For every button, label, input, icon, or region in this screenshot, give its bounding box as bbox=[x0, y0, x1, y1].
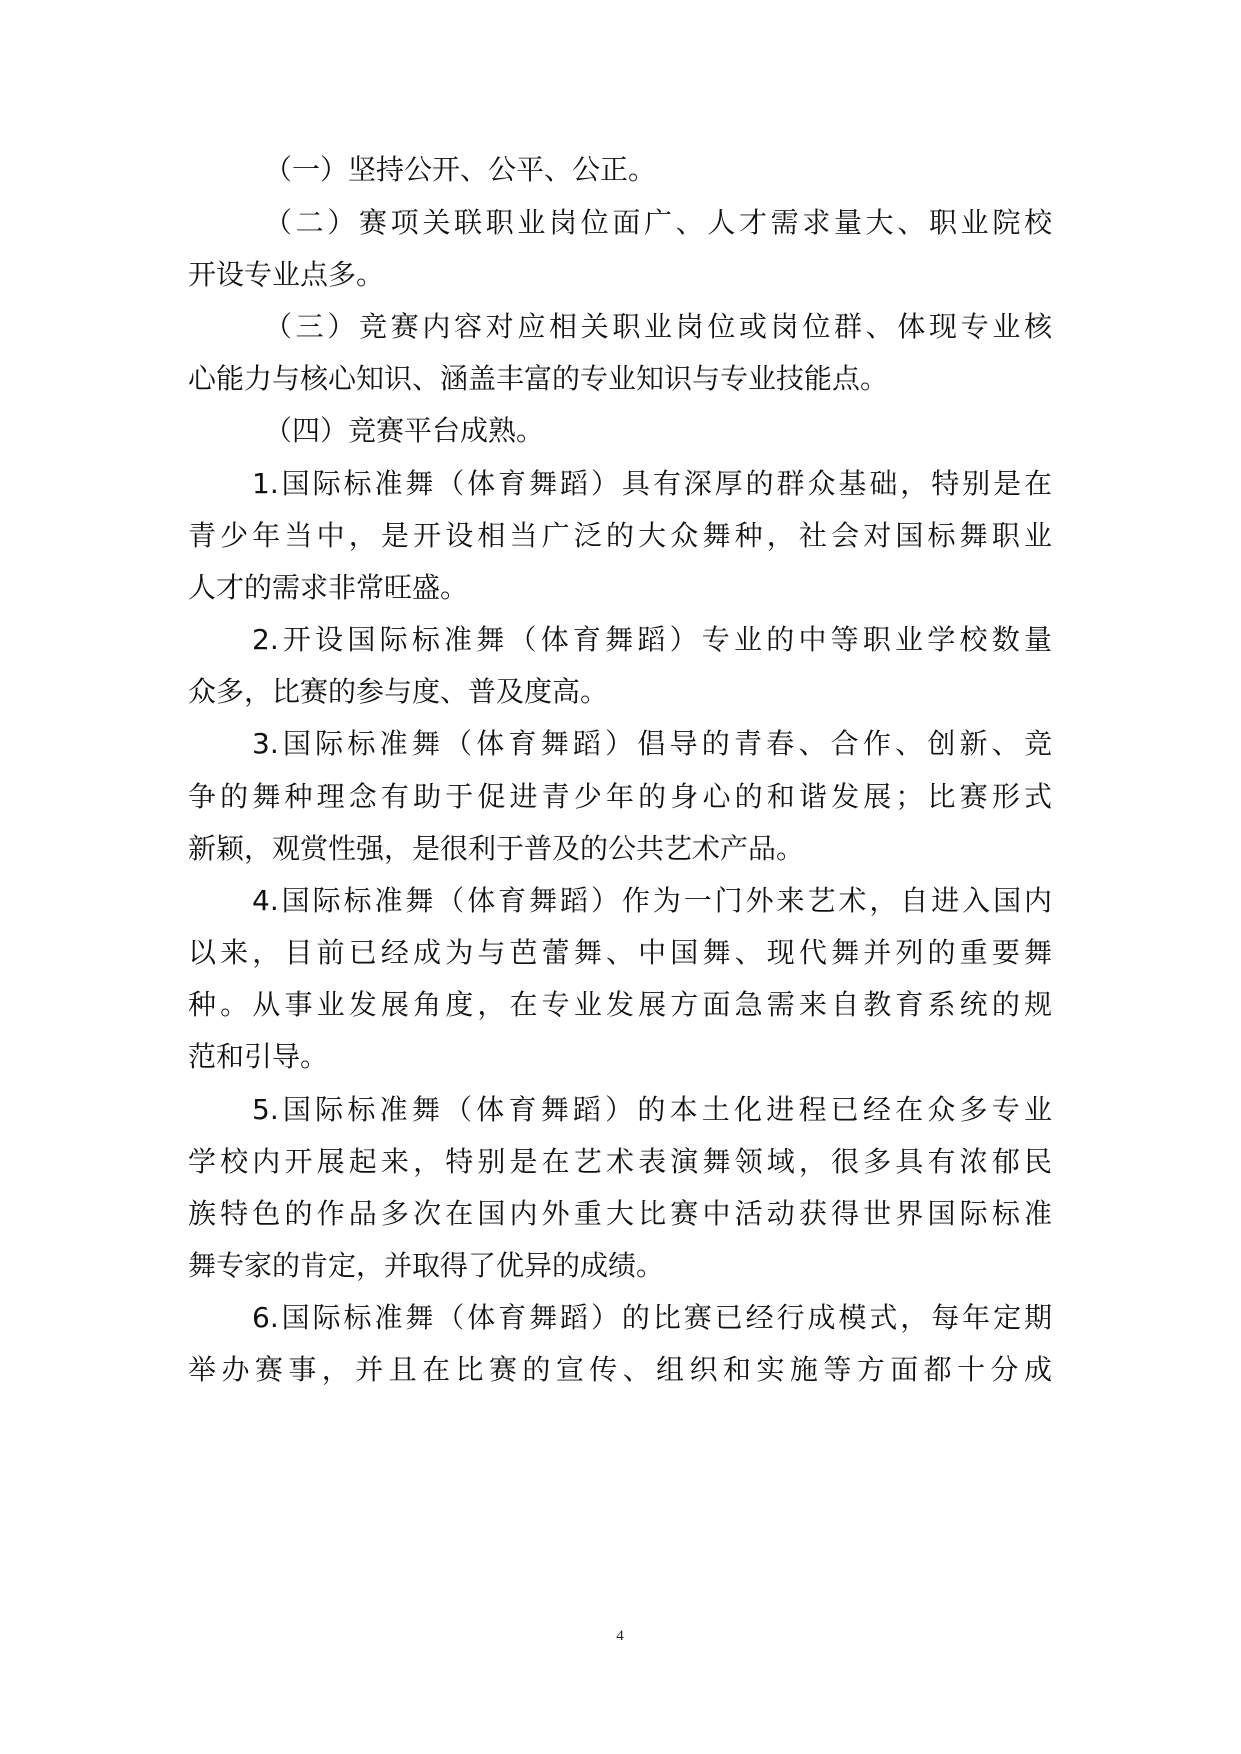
paragraph-9-line-1: 5.国际标准舞（体育舞蹈）的本土化进程已经在众多专业 bbox=[252, 1093, 1052, 1126]
paragraph-8-line-4: 范和引导。 bbox=[188, 1040, 329, 1073]
paragraph-5-line-2: 青少年当中，是开设相当广泛的大众舞种，社会对国标舞职业 bbox=[188, 519, 1052, 552]
paragraph-10-line-2: 举办赛事，并且在比赛的宣传、组织和实施等方面都十分成 bbox=[188, 1353, 1052, 1386]
paragraph-3-line-1: （三）竞赛内容对应相关职业岗位或岗位群、体现专业核 bbox=[264, 310, 1052, 343]
paragraph-7-line-2: 争的舞种理念有助于促进青少年的身心的和谐发展；比赛形式 bbox=[188, 780, 1052, 813]
paragraph-1-line-1: （一）坚持公开、公平、公正。 bbox=[264, 153, 657, 186]
paragraph-10-line-1: 6.国际标准舞（体育舞蹈）的比赛已经行成模式，每年定期 bbox=[252, 1301, 1052, 1334]
paragraph-5-line-1: 1.国际标准舞（体育舞蹈）具有深厚的群众基础，特别是在 bbox=[252, 467, 1052, 500]
paragraph-2-line-1: （二）赛项关联职业岗位面广、人才需求量大、职业院校 bbox=[264, 206, 1052, 239]
paragraph-5-line-3: 人才的需求非常旺盛。 bbox=[188, 571, 469, 604]
paragraph-7-line-3: 新颖，观赏性强，是很利于普及的公共艺术产品。 bbox=[188, 832, 805, 865]
page-number: 4 bbox=[616, 1628, 624, 1644]
paragraph-8-line-3: 种。从事业发展角度，在专业发展方面急需来自教育系统的规 bbox=[188, 988, 1052, 1021]
paragraph-6-line-2: 众多，比赛的参与度、普及度高。 bbox=[188, 675, 609, 708]
paragraph-8-line-1: 4.国际标准舞（体育舞蹈）作为一门外来艺术，自进入国内 bbox=[252, 884, 1052, 917]
paragraph-3-line-2: 心能力与核心知识、涵盖丰富的专业知识与专业技能点。 bbox=[188, 362, 889, 395]
paragraph-6-line-1: 2.开设国际标准舞（体育舞蹈）专业的中等职业学校数量 bbox=[252, 623, 1052, 656]
paragraph-4-line-1: （四）竞赛平台成熟。 bbox=[264, 414, 545, 447]
paragraph-8-line-2: 以来，目前已经成为与芭蕾舞、中国舞、现代舞并列的重要舞 bbox=[188, 936, 1052, 969]
paragraph-9-line-2: 学校内开展起来，特别是在艺术表演舞领域，很多具有浓郁民 bbox=[188, 1145, 1052, 1178]
paragraph-9-line-3: 族特色的作品多次在国内外重大比赛中活动获得世界国际标准 bbox=[188, 1197, 1052, 1230]
paragraph-9-line-4: 舞专家的肯定，并取得了优异的成绩。 bbox=[188, 1249, 665, 1282]
paragraph-7-line-1: 3.国际标准舞（体育舞蹈）倡导的青春、合作、创新、竞 bbox=[252, 727, 1052, 760]
paragraph-2-line-2: 开设专业点多。 bbox=[188, 258, 385, 291]
